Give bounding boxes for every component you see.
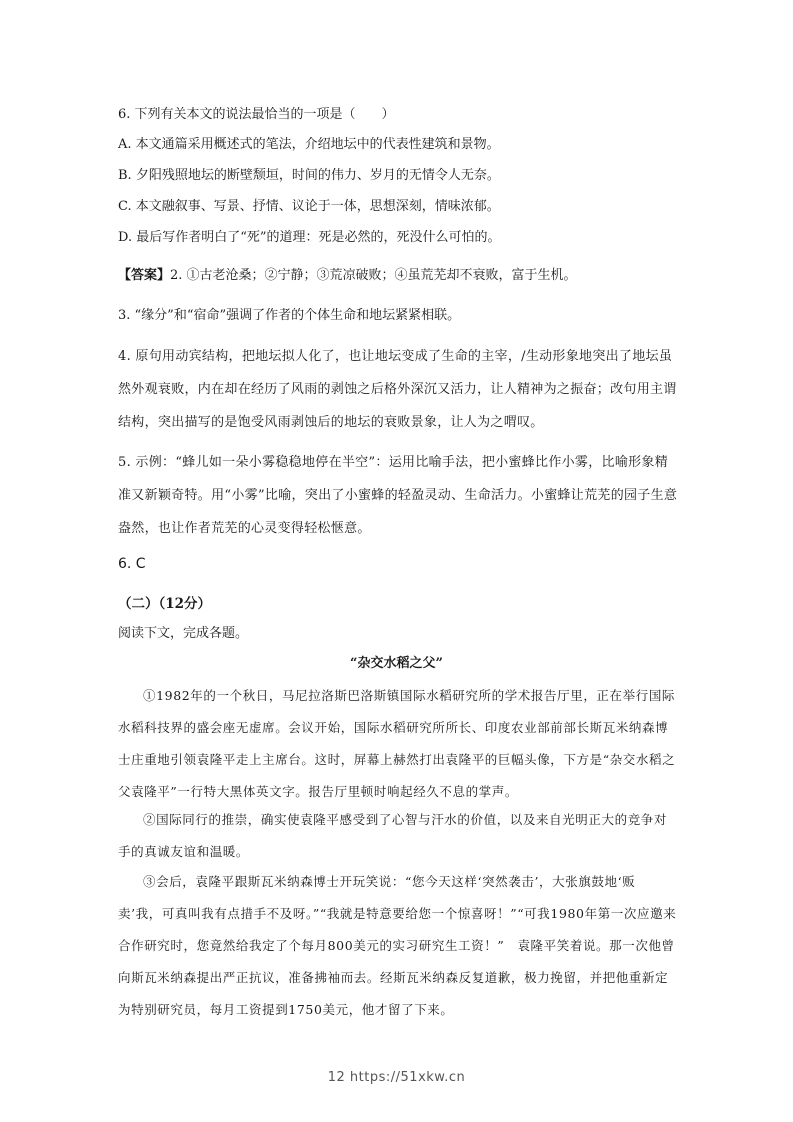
- article-paragraph-1: ①1982年的一个秋日，马尼拉洛斯巴洛斯镇国际水稻研究所的学术报告厅里，正在举行国际水稻科技界的盛会座无虚席。会议开始，国际水稻研究所所长、印度农业部前部长斯瓦米纳森博士庄重地引领袁隆平走上主席台。这时，屏幕上赫然打出袁隆平的巨幅头像，下方是“杂交水稻之父袁隆平”一行特大黑体英文字。报告厅里顿时响起经久不息的掌声。: [118, 688, 676, 799]
- option-c: C. 本文融叙事、写景、抒情、议论于一体，思想深刻，情味浓郁。: [118, 199, 500, 214]
- answer-2: 2. ①古老沧桑；②宁静；③荒凉破败；④虽荒芜却不衰败，富于生机。: [170, 268, 577, 283]
- answer-2-line: [118, 264, 577, 283]
- answer-3: 3. “缘分”和“宿命”强调了作者的个体生命和地坛紧紧相联。: [118, 308, 461, 323]
- option-a: A. 本文通篇采用概述式的笔法，介绍地坛中的代表性建筑和景物。: [118, 137, 500, 152]
- section-heading: （二）（12分）: [118, 596, 212, 612]
- article-paragraph-2: ②国际同行的推崇，确实使袁隆平感受到了心智与汗水的价值，以及来自光明正大的竞争对手的真诚友谊和温暖。: [118, 812, 668, 859]
- page-footer: 12 https://51xkw.cn: [327, 1070, 466, 1085]
- answer-4: 4. 原句用动宾结构，把地坛拟人化了，也让地坛变成了生命的主宰，/生动形象地突出了地坛虽然外观衰败，内在却在经历了风雨的剥蚀之后格外深沉又活力，让人精神为之振奋；改句用主谓结构，突出描写的是饱受风雨剥蚀后的地坛的衰败景象，让人为之喟叹。: [118, 349, 677, 430]
- option-d: D. 最后写作者明白了“死”的道理：死是必然的，死没什么可怕的。: [118, 230, 501, 245]
- section-instruction: 阅读下文，完成各题。: [118, 626, 249, 641]
- answer-label: 【答案】: [118, 268, 171, 283]
- article-paragraph-3: ③会后，袁隆平跟斯瓦米纳森博士开玩笑说：“您今天这样‘突然袭击’，大张旗鼓地‘贩卖’我，可真叫我有点措手不及呀。”“我就是特意要给您一个惊喜呀！”“可我1980年第一次应邀来合作研究时，您竟然给我定了个每月800美元的实习研究生工资！” 袁隆平笑着说。那一次他曾向斯瓦米纳森提出严正抗议，准备拂袖而去。经斯瓦米纳森反复道歉，极力挽留，并把他重新定为特别研究员，每月工资提到1750美元，他才留了下来。: [118, 874, 677, 1017]
- answer-5: 5. 示例：“蜂儿如一朵小雾稳稳地停在半空”：运用比喻手法，把小蜜蜂比作小雾，比喻形象精准又新颖奇特。用“小雾”比喻，突出了小蜜蜂的轻盈灵动、生命活力。小蜜蜂让荒芜的园子生意盎然，也让作者荒芜的心灵变得轻松惬意。: [118, 455, 678, 536]
- option-b: B. 夕阳残照地坛的断壁颓垣，时间的伟力、岁月的无情令人无奈。: [118, 168, 500, 183]
- article-title: “杂交水稻之父”: [350, 656, 443, 671]
- answer-6: 6. C: [118, 556, 146, 572]
- question-6-stem: 6. 下列有关本文的说法最恰当的一项是（ ）: [118, 107, 395, 122]
